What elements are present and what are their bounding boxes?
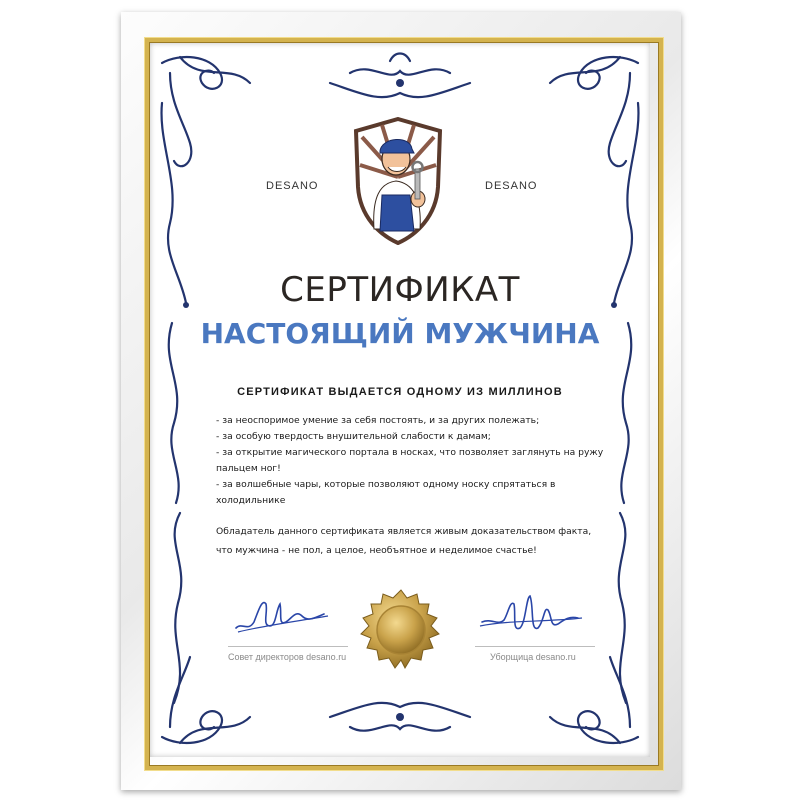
signature-left — [232, 592, 352, 640]
list-item: - за волшебные чары, которые позволяют одному носку спрятаться в — [216, 479, 556, 490]
certificate-title: СЕРТИФИКАТ — [280, 270, 520, 310]
gold-seal-icon — [359, 588, 443, 672]
closing-line: Обладатель данного сертификата является живым доказательством факта, — [216, 526, 592, 537]
achievement-list — [216, 413, 606, 509]
closing-line: что мужчина - не пол, а целое, необъятное и неделимое счастье! — [216, 545, 537, 556]
brand-label-left: DESANO — [266, 180, 319, 192]
mechanic-mascot-shield-icon — [352, 117, 444, 245]
signature-line-right — [475, 646, 595, 647]
certificate-subtitle: НАСТОЯЩИЙ МУЖЧИНА — [200, 317, 600, 350]
certificate-intro: СЕРТИФИКАТ ВЫДАЕТСЯ ОДНОМУ ИЗ МИЛЛИНОВ — [237, 386, 563, 398]
list-item: холодильнике — [216, 495, 286, 506]
closing-statement — [216, 522, 596, 560]
list-item: - за неоспоримое умение за себя постоять, и за других полежать; — [216, 415, 540, 426]
list-item: - за открытие магического портала в носках, что позволяет заглянуть на ружу — [216, 447, 604, 458]
signature-caption-left: Совет директоров desano.ru — [228, 652, 347, 662]
brand-label-right: DESANO — [485, 180, 538, 192]
signature-line-left — [228, 646, 348, 647]
list-item: пальцем ног! — [216, 463, 281, 474]
signature-caption-right: Уборщица desano.ru — [490, 652, 576, 662]
signature-right — [478, 592, 598, 640]
list-item: - за особую твердость внушительной слабости к дамам; — [216, 431, 491, 442]
